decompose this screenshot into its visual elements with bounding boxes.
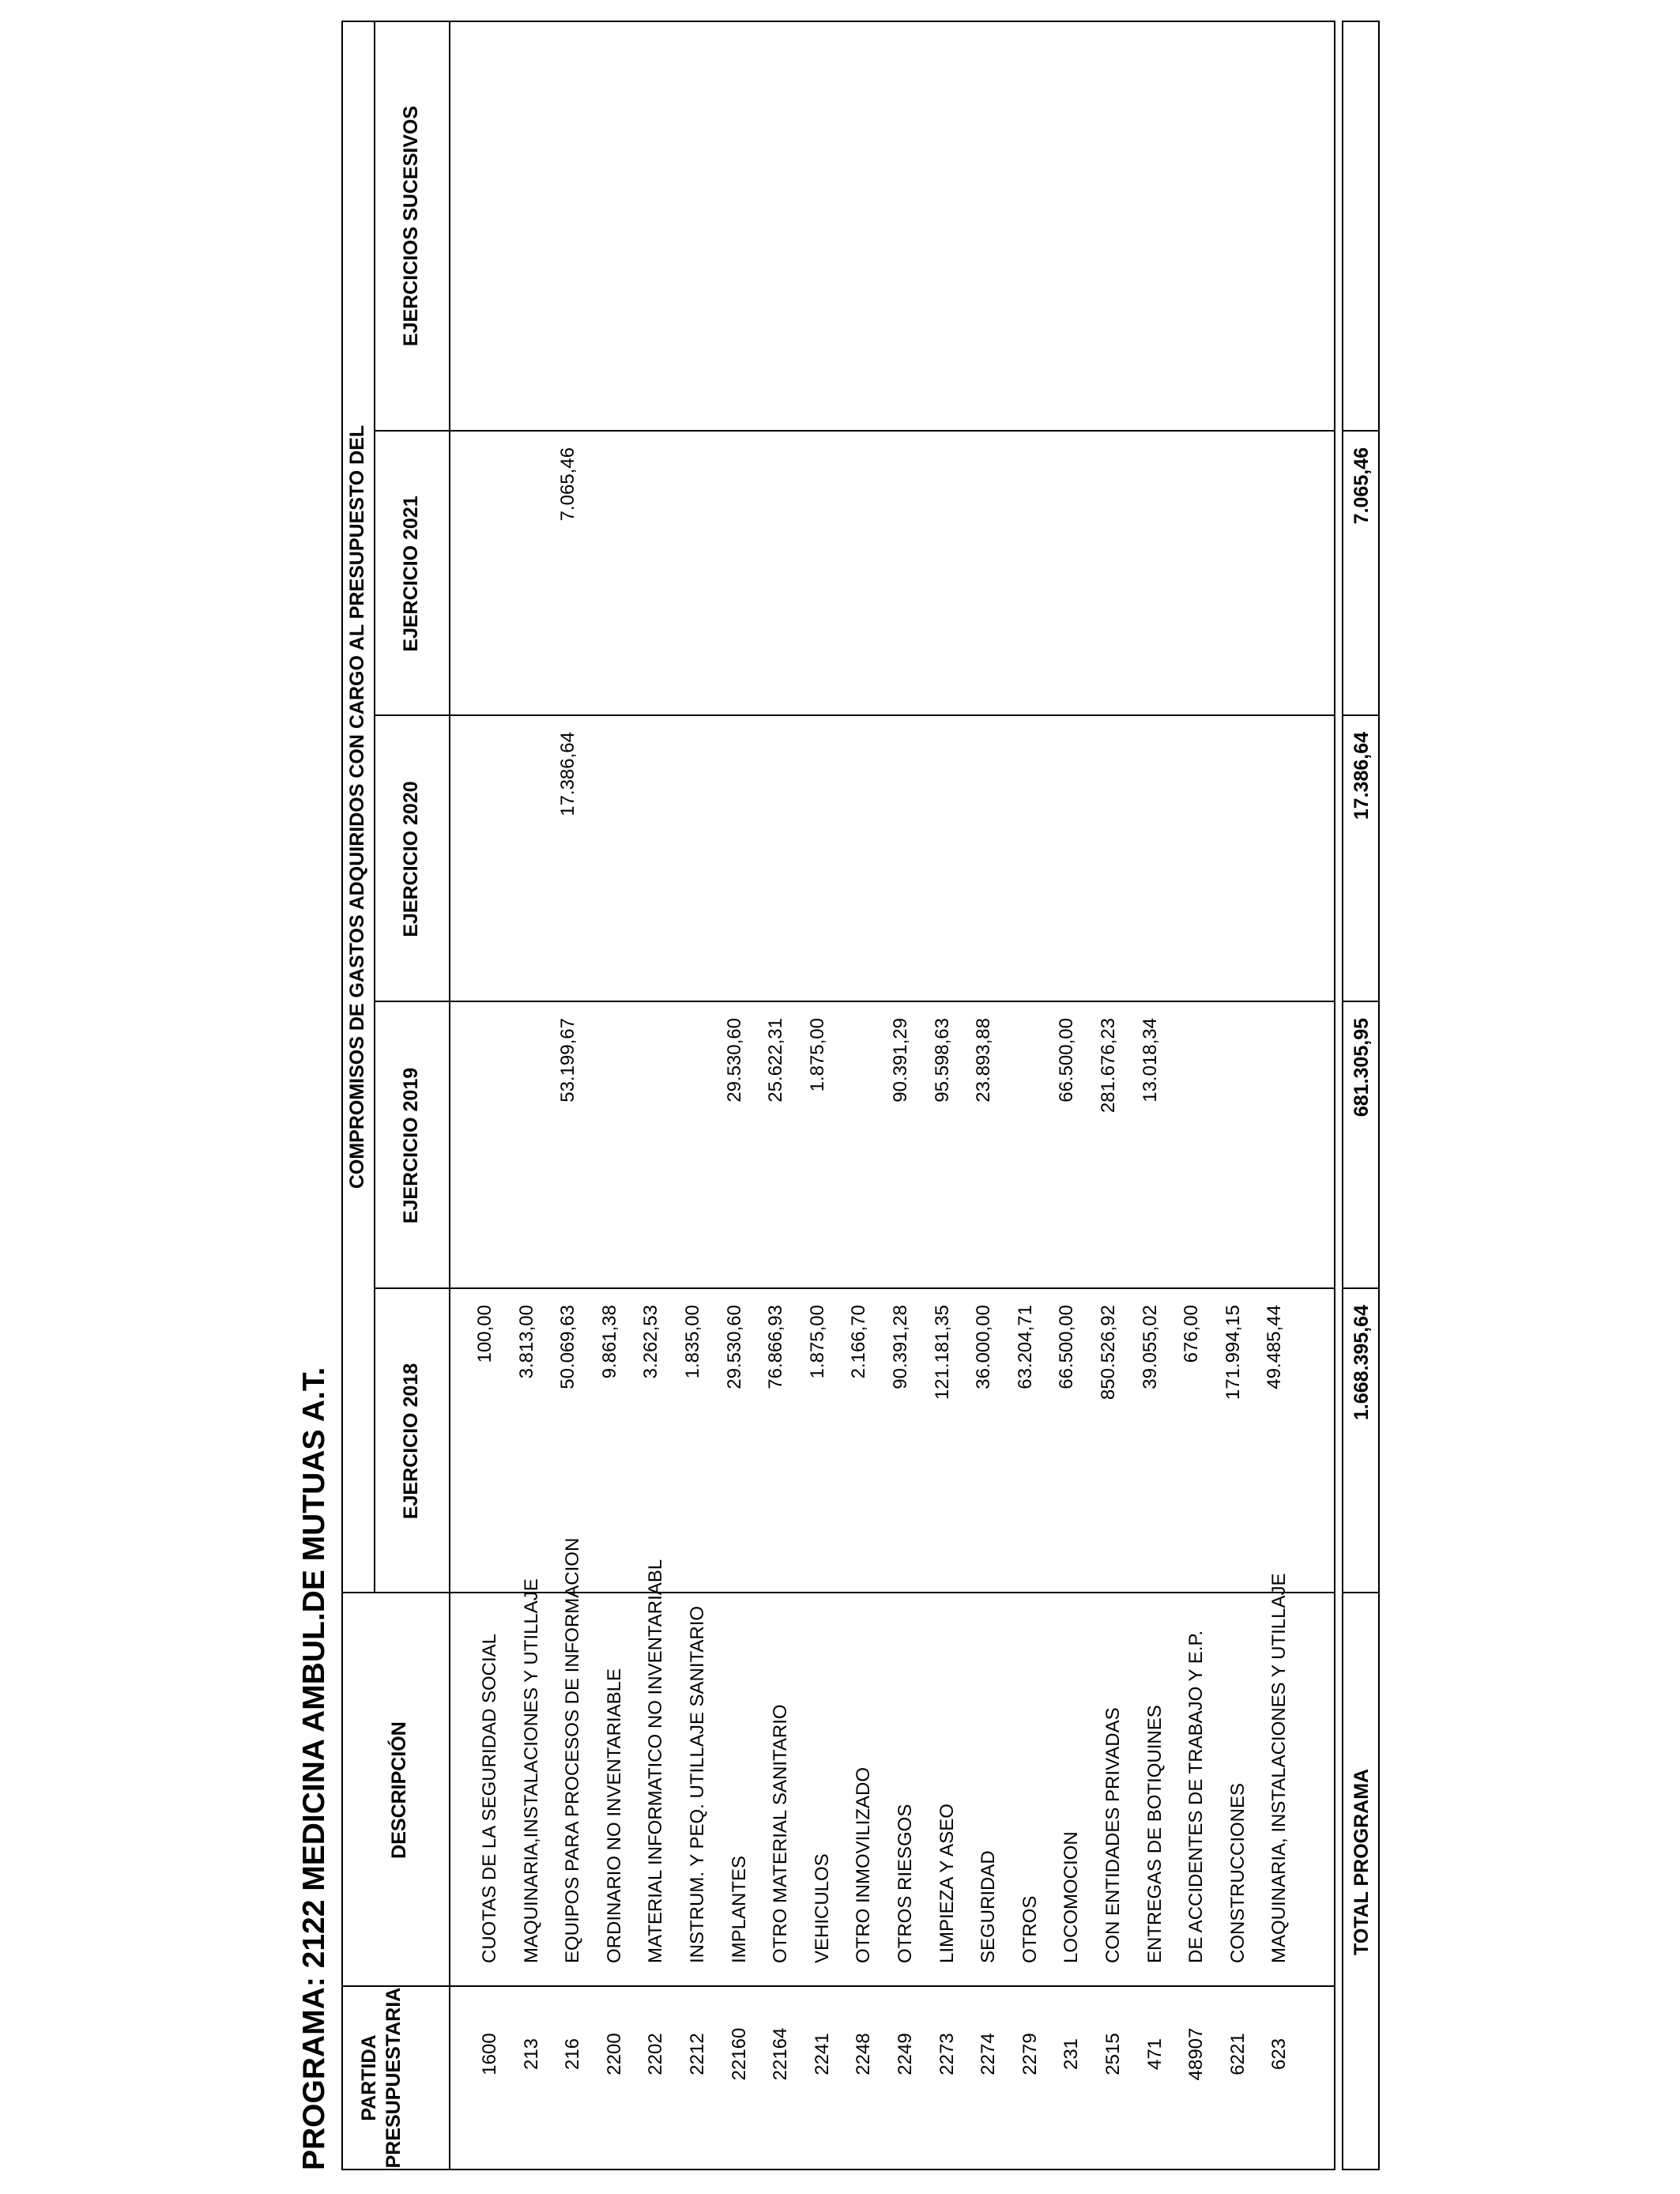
row-code: 2279 — [1019, 2033, 1041, 2075]
row-code: 2200 — [603, 2033, 625, 2075]
row-description: VEHICULOS — [811, 1853, 833, 1963]
header-partida: PARTIDA PRESUPUESTARIA — [358, 1987, 405, 2169]
row-value: 100,00 — [474, 1305, 495, 1363]
header-ejercicio-2019: EJERCICIO 2019 — [400, 1067, 422, 1224]
row-code: 2515 — [1102, 2033, 1124, 2075]
row-value: 23.893,88 — [973, 1018, 995, 1103]
row-code: 2202 — [645, 2033, 667, 2075]
row-description: CUOTAS DE LA SEGURIDAD SOCIAL — [479, 1634, 500, 1963]
row-description: ORDINARIO NO INVENTARIABLE — [603, 1668, 625, 1963]
col-line-6 — [374, 430, 1334, 432]
row-code: 2212 — [687, 2033, 708, 2075]
row-code: 2249 — [895, 2033, 916, 2075]
header-ejercicios-sucesivos: EJERCICIOS SUCESIVOS — [400, 105, 422, 347]
row-value: 13.018,34 — [1139, 1018, 1161, 1103]
total-col-line-1 — [1343, 1592, 1378, 1593]
row-value: 63.204,71 — [1014, 1305, 1036, 1389]
row-value: 29.530,60 — [723, 1018, 745, 1103]
row-description: EQUIPOS PARA PROCESOS DE INFORMACION — [562, 1537, 584, 1963]
row-code: 6221 — [1226, 2033, 1249, 2075]
total-col-line-3 — [1343, 1001, 1378, 1002]
main-table — [341, 21, 1335, 2170]
total-value: 7.065,46 — [1350, 447, 1373, 525]
row-value: 49.485,44 — [1264, 1305, 1286, 1389]
row-value: 50.069,63 — [557, 1305, 579, 1389]
row-value: 281.676,23 — [1098, 1018, 1119, 1114]
row-value: 17.386,64 — [557, 732, 579, 816]
row-code: 471 — [1143, 2038, 1166, 2071]
header-rule-partial — [374, 21, 375, 1593]
row-value: 2.166,70 — [848, 1305, 870, 1379]
row-description: IMPLANTES — [728, 1855, 750, 1963]
row-value: 1.875,00 — [806, 1305, 828, 1379]
row-code: 2248 — [853, 2033, 875, 2075]
row-code: 2241 — [811, 2033, 833, 2075]
row-description: MAQUINARIA,INSTALACIONES Y UTILLAJE — [520, 1578, 542, 1963]
total-value: 681.305,95 — [1350, 1018, 1373, 1118]
row-description: CONSTRUCCIONES — [1226, 1782, 1249, 1963]
header-descripcion: DESCRIPCIÓN — [388, 1721, 410, 1859]
row-description: SEGURIDAD — [977, 1850, 1000, 1963]
total-table — [1342, 21, 1380, 2170]
total-label: TOTAL PROGRAMA — [1350, 1768, 1373, 1955]
row-code: 231 — [1060, 2038, 1083, 2071]
col-line-5 — [374, 714, 1334, 716]
row-code: 22164 — [770, 2027, 792, 2081]
header-rule — [449, 21, 450, 2169]
row-value: 1.835,00 — [682, 1305, 703, 1379]
total-col-line-4 — [1343, 714, 1378, 716]
row-value: 53.199,67 — [557, 1018, 579, 1103]
row-value: 90.391,28 — [890, 1305, 911, 1389]
total-value: 1.668.395,64 — [1350, 1305, 1373, 1420]
row-value: 29.530,60 — [723, 1305, 745, 1389]
row-value: 121.181,35 — [931, 1305, 953, 1400]
row-code: 1600 — [479, 2033, 500, 2075]
row-value: 7.065,46 — [557, 447, 579, 522]
row-value: 36.000,00 — [973, 1305, 995, 1389]
row-description: LIMPIEZA Y ASEO — [936, 1804, 958, 1963]
row-description: OTRO MATERIAL SANITARIO — [770, 1704, 792, 1963]
row-value: 95.598,63 — [931, 1018, 953, 1103]
row-description: OTROS RIESGOS — [895, 1804, 916, 1963]
row-value: 25.622,31 — [765, 1018, 787, 1103]
row-value: 3.813,00 — [515, 1305, 537, 1379]
row-description: ENTREGAS DE BOTIQUINES — [1143, 1705, 1166, 1963]
row-value: 850.526,92 — [1098, 1305, 1119, 1400]
row-code: 48907 — [1185, 2027, 1207, 2081]
row-value: 90.391,29 — [890, 1018, 911, 1103]
total-col-line-2 — [1343, 1287, 1378, 1289]
header-ejercicio-2020: EJERCICIO 2020 — [400, 781, 422, 937]
row-description: CON ENTIDADES PRIVADAS — [1102, 1707, 1124, 1963]
col-line-3 — [374, 1287, 1334, 1289]
header-ejercicio-2018: EJERCICIO 2018 — [400, 1363, 422, 1520]
row-code: 22160 — [728, 2027, 750, 2081]
row-code: 216 — [562, 2038, 584, 2071]
row-value: 66.500,00 — [1056, 1018, 1078, 1103]
total-col-line-5 — [1343, 430, 1378, 432]
col-line-4 — [374, 1001, 1334, 1002]
row-value: 9.861,38 — [598, 1305, 620, 1379]
row-value: 171.994,15 — [1222, 1305, 1244, 1400]
page-title: PROGRAMA: 2122 MEDICINA AMBUL.DE MUTUAS A.T. — [297, 1367, 331, 2170]
row-code: 2273 — [936, 2033, 958, 2075]
row-code: 213 — [520, 2038, 542, 2071]
row-code: 623 — [1268, 2038, 1290, 2071]
row-value: 66.500,00 — [1056, 1305, 1078, 1389]
row-description: MAQUINARIA, INSTALACIONES Y UTILLAJE — [1268, 1573, 1290, 1963]
row-description: LOCOMOCION — [1060, 1831, 1083, 1963]
row-description: OTROS — [1019, 1895, 1041, 1963]
row-value: 1.875,00 — [806, 1018, 828, 1092]
header-compromisos: COMPROMISOS DE GASTOS ADQUIRIDOS CON CARGO AL PRESUPUESTO DEL — [346, 424, 368, 1189]
row-code: 2274 — [977, 2033, 1000, 2075]
row-value: 39.055,02 — [1139, 1305, 1161, 1389]
row-description: INSTRUM. Y PEQ. UTILLAJE SANITARIO — [687, 1605, 708, 1963]
row-description: OTRO INMOVILIZADO — [853, 1766, 875, 1963]
row-value: 676,00 — [1181, 1305, 1203, 1363]
row-description: MATERIAL INFORMATICO NO INVENTARIABL — [645, 1559, 667, 1963]
col-line-2 — [343, 1592, 1334, 1593]
row-description: DE ACCIDENTES DE TRABAJO Y E.P. — [1185, 1630, 1207, 1963]
row-value: 3.262,53 — [640, 1305, 662, 1379]
total-value: 17.386,64 — [1350, 732, 1373, 820]
header-ejercicio-2021: EJERCICIO 2021 — [400, 496, 422, 652]
row-value: 76.866,93 — [765, 1305, 787, 1389]
